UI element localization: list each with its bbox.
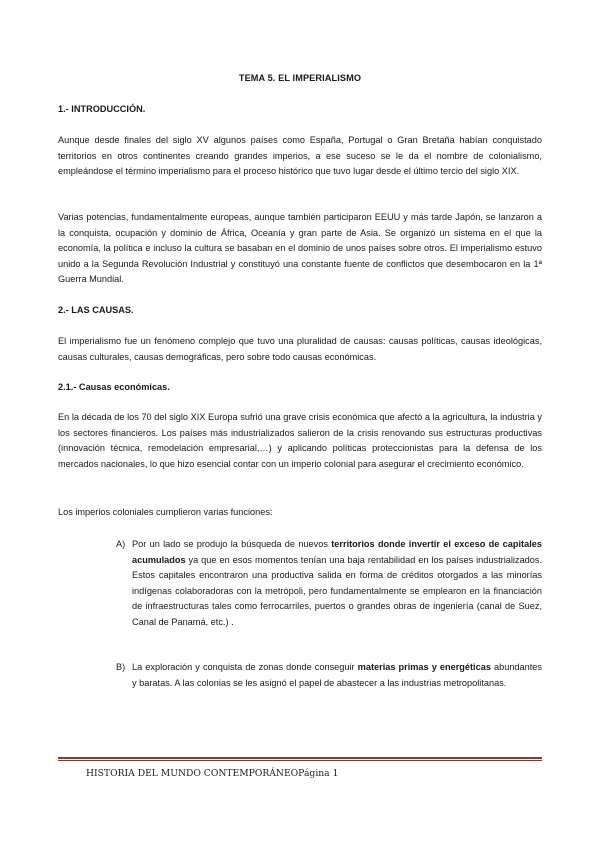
list-marker-a: A) (116, 539, 126, 549)
list-item-a (116, 537, 542, 630)
paragraph-causas-1: El imperialismo fue un fenómeno complejo que tuvo una pluralidad de causas: causas políticas, causas ideológicas, causas culturales, causas demográficas, pero sobre todo causas económicas. (58, 336, 542, 362)
page-footer: HISTORIA DEL MUNDO CONTEMPORÁNEOPágina 1 (86, 768, 339, 779)
list-item-a-text-bold: territorios donde invertir el exceso de capitales acumulados (132, 539, 542, 565)
footer-rule-thick (58, 757, 542, 759)
document-title: TEMA 5. EL IMPERIALISMO (238, 73, 362, 83)
subsection-heading-causas-economicas: 2.1.- Causas económicas. (58, 382, 170, 392)
paragraph-economicas-1: En la década de los 70 del siglo XIX Europa sufrió una grave crisis económica que afectó a la agricultura, la industria y los sectores financieros. Los países más industrializados salieron de la crisis renovando sus estructuras productivas (innovación técnica, remodelación empresarial,…) y aplicando políticas proteccionistas para la defensa de los mercados nacionales, lo que hizo esencial contar con un imperio colonial para asegurar el crecimiento económico. (58, 412, 542, 469)
list-item-b-text-bold: materias primas y energéticas (357, 662, 491, 672)
list-item-a-text-post: ya que en esos momentos tenían una baja rentabilidad en los países industrializados. Estos capitales encontraron una productiva salida en forma de créditos otorgados a las minorías indígenas colaboradoras con la metrópoli, pero fundamentalmente se emplearon en la financiación de infraestructuras tales como ferrocarriles, puertos o grandes obras de ingeniería (canal de Suez, Canal de Panamá, etc.) . (132, 554, 542, 627)
paragraph-intro-1: Aunque desde finales del siglo XV algunos países como España, Portugal o Gran Bretaña habían conquistado territorios en otros continentes creando grandes imperios, a ese suceso se le da el nombre de colonialismo, empleándose el término imperialismo para el proceso histórico que tuvo lugar desde el último tercio del siglo XIX. (58, 135, 542, 176)
section-heading-introduccion: 1.- INTRODUCCIÓN. (58, 104, 146, 114)
list-item-b-text-post: abundantes y baratas. A las colonias se les asignó el papel de abastecer a las industrias metropolitanas. (132, 662, 543, 688)
list-item-b-text-pre: La exploración y conquista de zonas donde conseguir (132, 662, 358, 672)
paragraph-intro-2: Varias potencias, fundamentalmente europeas, aunque también participaron EEUU y más tarde Japón, se lanzaron a la conquista, ocupación y dominio de África, Oceanía y gran parte de Asia. Se organizó un sistema en el que la economía, la política e incluso la cultura se basaban en el dominio de unos países sobre otros. El imperialismo estuvo unido a la Segunda Revolución Industrial y constituyó una constante fuente de conflictos que desembocaron en la 1ª Guerra Mundial. (58, 212, 542, 284)
section-heading-causas: 2.- LAS CAUSAS. (58, 305, 134, 315)
list-item-b (116, 660, 543, 691)
list-item-a-text-pre: Por un lado se produjo la búsqueda de nuevos (132, 539, 332, 549)
footer-rule-thin (58, 760, 542, 761)
list-marker-b: B) (116, 662, 126, 672)
paragraph-economicas-2: Los imperios coloniales cumplieron varias funciones: (58, 507, 273, 517)
